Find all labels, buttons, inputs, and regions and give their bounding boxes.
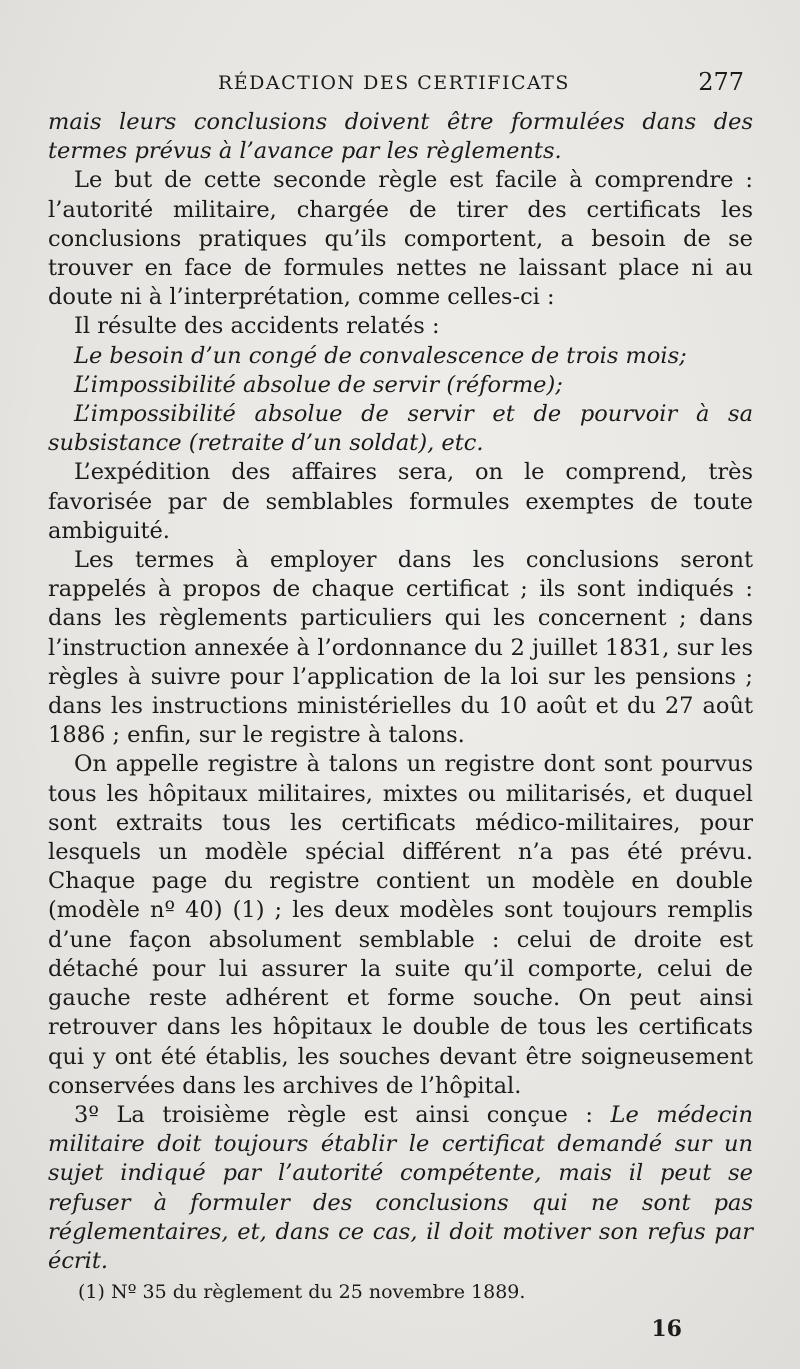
paragraph-terms: Les termes à employer dans les conclusions seront rappelés à propos de chaque certificat ; ils sont indiqués : dans les règlements particuliers qui les concernent ; dans l’instruction annexée à l’ordonnance du 2 juillet 1831, sur les règles à suivre pour l’application de la loi sur les pensions ; dans les instructions ministérielles du 10 août et du 27 août 1886 ; enfin, sur le registre à talons. — [48, 547, 753, 749]
formula-reforme: L’impossibilité absolue de servir (réforme); — [74, 371, 563, 398]
third-rule-italic: Le médecin militaire doit toujours établir le certificat demandé sur un sujet indiqué par l’autorité compétente, mais il peut se refuser à formuler des conclusions qui ne sont pas réglementaires, et, dans ce cas, il doit motiver son refus par écrit. — [48, 1101, 753, 1274]
paragraph-continuation: mais leurs conclusions doivent être formulées dans des termes prévus à l’avance par les règlements. — [48, 109, 753, 165]
paragraph-third-rule — [48, 1101, 753, 1276]
formula-retraite: L’impossibilité absolue de servir et de pourvoir à sa subsistance (retraite d’un soldat), etc. — [48, 401, 753, 457]
paragraph-second-rule: Le but de cette seconde règle est facile à comprendre : l’autorité militaire, chargée de tirer des certificats les conclusions pratiques qu’ils comportent, a besoin de se trouver en face de formules nettes ne laissant place ni au doute ni à l’interprétation, comme celles-ci : — [48, 167, 753, 311]
page-header — [48, 70, 748, 102]
paragraph-result-intro: Il résulte des accidents relatés : — [74, 313, 440, 340]
running-title: RÉDACTION DES CERTIFICATS — [218, 72, 570, 94]
signature-mark: 16 — [651, 1316, 682, 1342]
third-rule-lead: 3º La troisième règle est ainsi conçue : — [74, 1101, 611, 1128]
footnote: (1) Nº 35 du règlement du 25 novembre 1889. — [78, 1281, 526, 1303]
page-number: 277 — [698, 68, 744, 96]
paragraph-expedition: L’expédition des affaires sera, on le comprend, très favorisée par de semblables formules exemptes de toute ambiguité. — [48, 459, 753, 544]
formula-convalescence: Le besoin d’un congé de convalescence de trois mois; — [74, 342, 687, 369]
page-body — [48, 108, 753, 1276]
paragraph-registre: On appelle registre à talons un registre dont sont pourvus tous les hôpitaux militaires, mixtes ou militarisés, et duquel sont extraits tous les certificats médico-militaires, pour lesquels un modèle spécial différent n’a pas été prévu. Chaque page du registre contient un modèle en double (modèle nº 40) (1) ; les deux modèles sont toujours remplis d’une façon absolument semblable : celui de droite est détaché pour lui assurer la suite qu’il comporte, celui de gauche reste adhérent et forme souche. On peut ainsi retrouver dans les hôpitaux le double de tous les certificats qui y ont été établis, les souches devant être soigneusement conservées dans les archives de l’hôpital. — [48, 751, 753, 1099]
